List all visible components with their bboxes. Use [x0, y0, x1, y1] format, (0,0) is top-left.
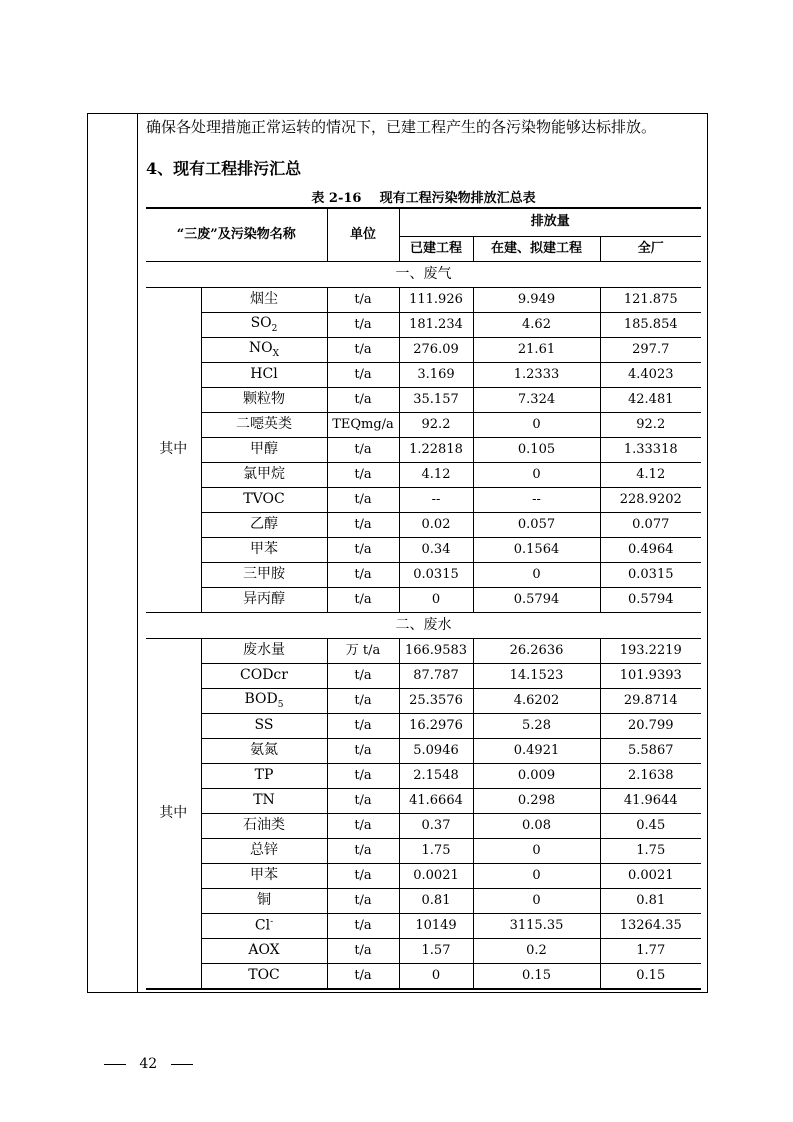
built-value: 166.9583: [399, 639, 473, 664]
pollutant-name: [201, 964, 327, 990]
pollutant-name-text: TP: [254, 767, 274, 784]
pollutant-name: [201, 538, 327, 563]
built-value: 1.57: [399, 939, 473, 964]
planned-value: 0.105: [473, 438, 600, 463]
pollutant-name: [201, 388, 327, 413]
pollutant-subscript: 5: [277, 699, 284, 710]
built-value: 0.0315: [399, 563, 473, 588]
pollutant-name-text: CODcr: [240, 667, 288, 684]
table-row: [146, 689, 701, 714]
group-label: 其中: [146, 288, 201, 613]
pollutant-name-text: NO: [248, 339, 273, 356]
planned-value: --: [473, 488, 600, 513]
table-row: [146, 288, 701, 313]
planned-value: 21.61: [473, 338, 600, 363]
total-value: 0.5794: [600, 588, 701, 613]
table-row: [146, 814, 701, 839]
built-value: 0.0021: [399, 864, 473, 889]
unit-cell: t/a: [327, 939, 399, 964]
unit-cell: t/a: [327, 664, 399, 689]
built-value: 87.787: [399, 664, 473, 689]
unit-cell: t/a: [327, 488, 399, 513]
unit-cell: t/a: [327, 714, 399, 739]
built-value: 0.81: [399, 889, 473, 914]
total-value: 0.15: [600, 964, 701, 990]
table-row: [146, 714, 701, 739]
planned-value: 0.5794: [473, 588, 600, 613]
unit-cell: t/a: [327, 513, 399, 538]
built-value: 16.2976: [399, 714, 473, 739]
table-row: [146, 388, 701, 413]
pollutant-name: [201, 814, 327, 839]
built-value: 92.2: [399, 413, 473, 438]
planned-value: 26.2636: [473, 639, 600, 664]
unit-cell: t/a: [327, 789, 399, 814]
pollutant-name-text: 甲苯: [250, 541, 278, 558]
unit-cell: t/a: [327, 964, 399, 990]
total-value: 121.875: [600, 288, 701, 313]
section-title-row: 一、废气: [146, 262, 701, 288]
total-value: 0.81: [600, 889, 701, 914]
built-value: 111.926: [399, 288, 473, 313]
built-value: 35.157: [399, 388, 473, 413]
table-row: [146, 363, 701, 388]
planned-value: 0.08: [473, 814, 600, 839]
unit-cell: TEQmg/a: [327, 413, 399, 438]
table-row: [146, 313, 701, 338]
unit-cell: t/a: [327, 338, 399, 363]
built-value: 5.0946: [399, 739, 473, 764]
unit-cell: t/a: [327, 388, 399, 413]
built-value: 0.37: [399, 814, 473, 839]
planned-value: 0.009: [473, 764, 600, 789]
unit-cell: t/a: [327, 313, 399, 338]
total-value: 29.8714: [600, 689, 701, 714]
pollutant-name: [201, 288, 327, 313]
table-row: [146, 513, 701, 538]
pollutant-name-text: AOX: [248, 942, 280, 959]
built-value: --: [399, 488, 473, 513]
unit-cell: t/a: [327, 463, 399, 488]
table-body: [146, 262, 701, 990]
pollutant-name: [201, 563, 327, 588]
planned-value: 0: [473, 864, 600, 889]
table-row: [146, 939, 701, 964]
table-row: [146, 488, 701, 513]
total-value: 1.33318: [600, 438, 701, 463]
pollutant-name: [201, 313, 327, 338]
pollutant-superscript: -: [270, 916, 274, 927]
planned-value: 1.2333: [473, 363, 600, 388]
page-number: 42: [139, 1056, 158, 1072]
header-under-construction: 在建、拟建工程: [473, 237, 600, 262]
unit-cell: t/a: [327, 864, 399, 889]
pollutant-name: [201, 338, 327, 363]
total-value: 42.481: [600, 388, 701, 413]
unit-cell: t/a: [327, 363, 399, 388]
section-title-row: 二、废水: [146, 613, 701, 639]
header-built: 已建工程: [399, 237, 473, 262]
unit-cell: t/a: [327, 739, 399, 764]
pollutant-name: [201, 864, 327, 889]
unit-cell: t/a: [327, 538, 399, 563]
planned-value: 14.1523: [473, 664, 600, 689]
table-row: [146, 463, 701, 488]
built-value: 10149: [399, 914, 473, 939]
pollutant-subscript: X: [272, 348, 280, 359]
total-value: 297.7: [600, 338, 701, 363]
unit-cell: t/a: [327, 914, 399, 939]
total-value: 228.9202: [600, 488, 701, 513]
frame-divider: [137, 113, 138, 993]
unit-cell: t/a: [327, 689, 399, 714]
pollutant-name-text: SO: [250, 314, 272, 331]
total-value: 2.1638: [600, 764, 701, 789]
pollutant-name: [201, 914, 327, 939]
total-value: 185.854: [600, 313, 701, 338]
planned-value: 7.324: [473, 388, 600, 413]
table-row: [146, 664, 701, 689]
group-label: 其中: [146, 639, 201, 990]
pollutant-name: [201, 664, 327, 689]
table-caption: 表 2-16 现有工程污染物排放汇总表: [311, 191, 536, 206]
header-emissions: 排放量: [399, 208, 701, 237]
pollutant-name-text: 铜: [257, 892, 271, 909]
built-value: 0.02: [399, 513, 473, 538]
table-row: [146, 413, 701, 438]
table-row: [146, 563, 701, 588]
pollutant-name-text: 氨氮: [250, 742, 278, 759]
unit-cell: t/a: [327, 563, 399, 588]
planned-value: 0: [473, 413, 600, 438]
pollutant-name-text: TN: [253, 792, 275, 809]
total-value: 13264.35: [600, 914, 701, 939]
intro-paragraph: 确保各处理措施正常运转的情况下，已建工程产生的各污染物能够达标排放。: [146, 118, 657, 136]
built-value: 181.234: [399, 313, 473, 338]
total-value: 20.799: [600, 714, 701, 739]
total-value: 1.75: [600, 839, 701, 864]
planned-value: 5.28: [473, 714, 600, 739]
pollutant-name: [201, 438, 327, 463]
built-value: 2.1548: [399, 764, 473, 789]
unit-cell: t/a: [327, 839, 399, 864]
pollutant-name-text: 二噁英类: [236, 416, 292, 433]
planned-value: 4.6202: [473, 689, 600, 714]
built-value: 3.169: [399, 363, 473, 388]
built-value: 1.22818: [399, 438, 473, 463]
unit-cell: t/a: [327, 288, 399, 313]
pollutant-name: [201, 889, 327, 914]
section-heading: 4、现有工程排污汇总: [146, 159, 302, 178]
pollutant-name-text: 总锌: [250, 842, 278, 859]
total-value: 193.2219: [600, 639, 701, 664]
table-row: [146, 588, 701, 613]
table-row: [146, 338, 701, 363]
built-value: 25.3576: [399, 689, 473, 714]
total-value: 0.0021: [600, 864, 701, 889]
unit-cell: 万 t/a: [327, 639, 399, 664]
pollutant-name: [201, 764, 327, 789]
total-value: 1.77: [600, 939, 701, 964]
pollutant-name-text: 废水量: [243, 642, 285, 659]
table-row: [146, 914, 701, 939]
table-row: [146, 864, 701, 889]
footer-dash-right: [171, 1064, 193, 1065]
pollutant-name-text: 石油类: [243, 817, 285, 834]
built-value: 41.6664: [399, 789, 473, 814]
planned-value: 0.15: [473, 964, 600, 990]
pollutant-name: [201, 689, 327, 714]
header-unit: 单位: [327, 208, 399, 262]
pollutant-name: [201, 739, 327, 764]
planned-value: 0: [473, 839, 600, 864]
planned-value: 3115.35: [473, 914, 600, 939]
pollutant-name-text: TOC: [248, 967, 280, 984]
pollutant-name: [201, 639, 327, 664]
planned-value: 0.4921: [473, 739, 600, 764]
total-value: 41.9644: [600, 789, 701, 814]
emissions-table: [146, 207, 701, 990]
table-row: [146, 538, 701, 563]
pollutant-name-text: 异丙醇: [243, 591, 285, 608]
table-row: [146, 438, 701, 463]
planned-value: 0: [473, 463, 600, 488]
planned-value: 0.2: [473, 939, 600, 964]
total-value: 5.5867: [600, 739, 701, 764]
pollutant-name: [201, 363, 327, 388]
pollutant-name: [201, 488, 327, 513]
planned-value: 0: [473, 563, 600, 588]
pollutant-name-text: HCl: [250, 366, 278, 383]
pollutant-subscript: 2: [271, 323, 278, 334]
total-value: 0.0315: [600, 563, 701, 588]
pollutant-name-text: Cl: [254, 917, 271, 934]
pollutant-name-text: SS: [254, 717, 274, 734]
table-row: [146, 639, 701, 664]
built-value: 1.75: [399, 839, 473, 864]
planned-value: 0.298: [473, 789, 600, 814]
pollutant-name: [201, 463, 327, 488]
pollutant-name-text: 烟尘: [250, 291, 278, 308]
unit-cell: t/a: [327, 814, 399, 839]
pollutant-name-text: 三甲胺: [243, 566, 285, 583]
pollutant-name: [201, 839, 327, 864]
total-value: 92.2: [600, 413, 701, 438]
table-row: [146, 839, 701, 864]
planned-value: 0: [473, 889, 600, 914]
pollutant-name-text: TVOC: [243, 491, 285, 508]
built-value: 0: [399, 588, 473, 613]
planned-value: 0.057: [473, 513, 600, 538]
pollutant-name-text: 乙醇: [250, 516, 278, 533]
pollutant-name-text: 颗粒物: [243, 391, 285, 408]
pollutant-name: [201, 939, 327, 964]
unit-cell: t/a: [327, 889, 399, 914]
footer-dash-left: [104, 1064, 126, 1065]
planned-value: 4.62: [473, 313, 600, 338]
total-value: 101.9393: [600, 664, 701, 689]
table-row: [146, 764, 701, 789]
total-value: 0.45: [600, 814, 701, 839]
planned-value: 9.949: [473, 288, 600, 313]
table-row: [146, 739, 701, 764]
unit-cell: t/a: [327, 764, 399, 789]
pollutant-name-text: 甲苯: [250, 867, 278, 884]
pollutant-name: [201, 413, 327, 438]
total-value: 0.077: [600, 513, 701, 538]
unit-cell: t/a: [327, 588, 399, 613]
built-value: 4.12: [399, 463, 473, 488]
table-row: [146, 789, 701, 814]
unit-cell: t/a: [327, 438, 399, 463]
pollutant-name: [201, 588, 327, 613]
planned-value: 0.1564: [473, 538, 600, 563]
pollutant-name-text: 氯甲烷: [243, 466, 285, 483]
total-value: 0.4964: [600, 538, 701, 563]
built-value: 0.34: [399, 538, 473, 563]
page-footer: [104, 1056, 193, 1072]
pollutant-name: [201, 789, 327, 814]
built-value: 0: [399, 964, 473, 990]
built-value: 276.09: [399, 338, 473, 363]
table-row: [146, 964, 701, 990]
header-whole-plant: 全厂: [600, 237, 701, 262]
header-name: “三废”及污染物名称: [146, 208, 327, 262]
pollutant-name-text: 甲醇: [250, 441, 278, 458]
table-row: [146, 889, 701, 914]
pollutant-name: [201, 714, 327, 739]
total-value: 4.12: [600, 463, 701, 488]
total-value: 4.4023: [600, 363, 701, 388]
pollutant-name: [201, 513, 327, 538]
pollutant-name-text: BOD: [244, 690, 278, 707]
